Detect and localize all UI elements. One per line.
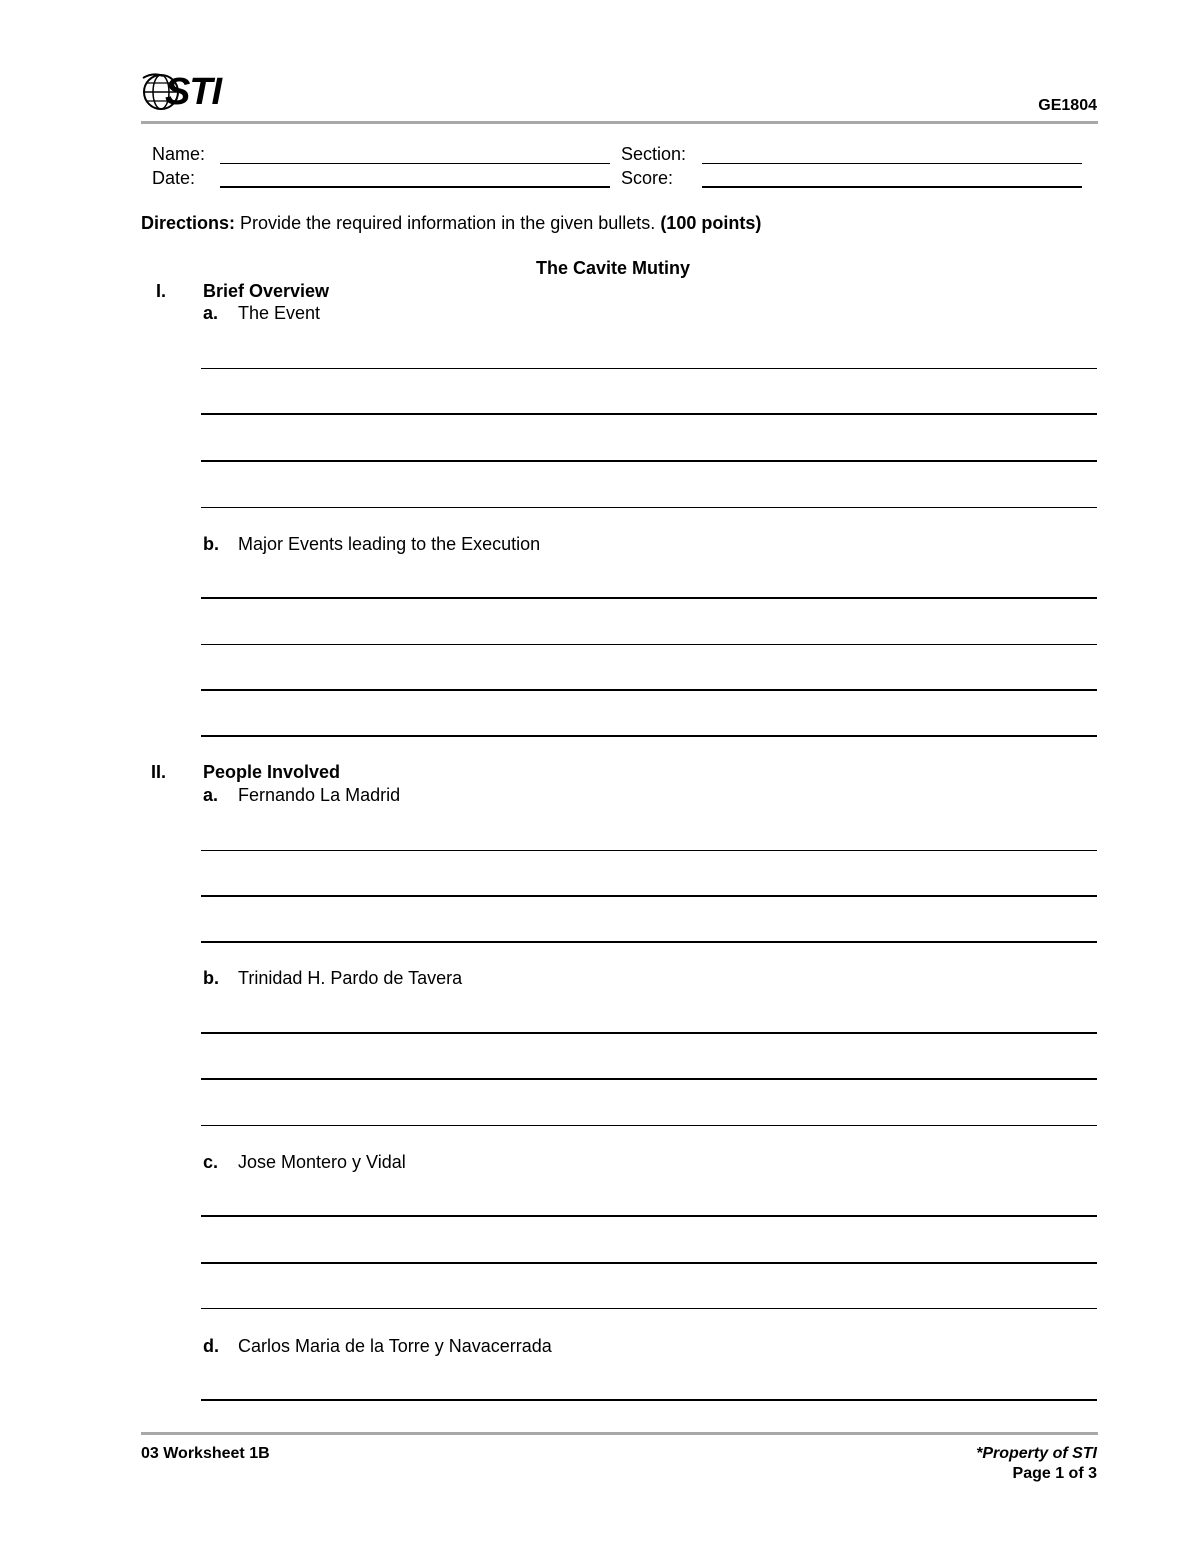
name-field[interactable] — [220, 163, 610, 164]
item-label: Fernando La Madrid — [238, 785, 401, 805]
answer-line[interactable] — [201, 1215, 1097, 1217]
answer-line[interactable] — [201, 735, 1097, 737]
answer-line[interactable] — [201, 597, 1097, 599]
footer-property: *Property of STI — [976, 1445, 1097, 1462]
date-field[interactable] — [220, 186, 610, 188]
answer-line[interactable] — [201, 1032, 1097, 1034]
item-letter: a. — [203, 785, 219, 805]
answer-line[interactable] — [201, 1308, 1097, 1309]
score-field[interactable] — [702, 186, 1082, 188]
header-divider — [141, 121, 1098, 124]
answer-line[interactable] — [201, 941, 1097, 943]
sti-logo — [141, 70, 231, 114]
directions-text: Provide the required information in the given bullets. — [240, 213, 656, 233]
section-heading: Brief Overview — [203, 281, 330, 301]
worksheet-title: The Cavite Mutiny — [536, 258, 691, 278]
item-label: Jose Montero y Vidal — [238, 1152, 406, 1172]
directions-points: (100 points) — [660, 213, 762, 233]
answer-line[interactable] — [201, 1262, 1097, 1264]
answer-line[interactable] — [201, 413, 1097, 415]
date-label: Date: — [152, 168, 196, 188]
answer-line[interactable] — [201, 460, 1097, 462]
directions — [141, 212, 761, 234]
footer-page: Page 1 of 3 — [1012, 1465, 1097, 1482]
section-numeral: I. — [156, 281, 167, 301]
name-label: Name: — [152, 144, 206, 164]
section-label: Section: — [621, 144, 687, 164]
item-letter: b. — [203, 534, 219, 554]
item-label: The Event — [238, 303, 321, 323]
course-code: GE1804 — [1038, 97, 1097, 114]
answer-line[interactable] — [201, 895, 1097, 897]
footer-worksheet: 03 Worksheet 1B — [141, 1445, 270, 1462]
answer-line[interactable] — [201, 1078, 1097, 1080]
answer-line[interactable] — [201, 644, 1097, 645]
section-heading: People Involved — [203, 762, 341, 782]
footer-divider — [141, 1432, 1098, 1435]
logo-text: STI — [165, 71, 222, 113]
item-label: Trinidad H. Pardo de Tavera — [238, 968, 463, 988]
item-letter: d. — [203, 1336, 219, 1356]
item-letter: b. — [203, 968, 219, 988]
answer-line[interactable] — [201, 507, 1097, 508]
answer-line[interactable] — [201, 1399, 1097, 1401]
directions-label: Directions: — [141, 213, 236, 233]
answer-line[interactable] — [201, 1125, 1097, 1126]
section-field[interactable] — [702, 163, 1082, 164]
item-letter: a. — [203, 303, 219, 323]
item-label: Major Events leading to the Execution — [238, 534, 541, 554]
score-label: Score: — [621, 168, 674, 188]
answer-line[interactable] — [201, 850, 1097, 851]
item-label: Carlos Maria de la Torre y Navacerrada — [238, 1336, 552, 1356]
section-numeral: II. — [151, 762, 167, 782]
item-letter: c. — [203, 1152, 219, 1172]
answer-line[interactable] — [201, 368, 1097, 369]
answer-line[interactable] — [201, 689, 1097, 691]
